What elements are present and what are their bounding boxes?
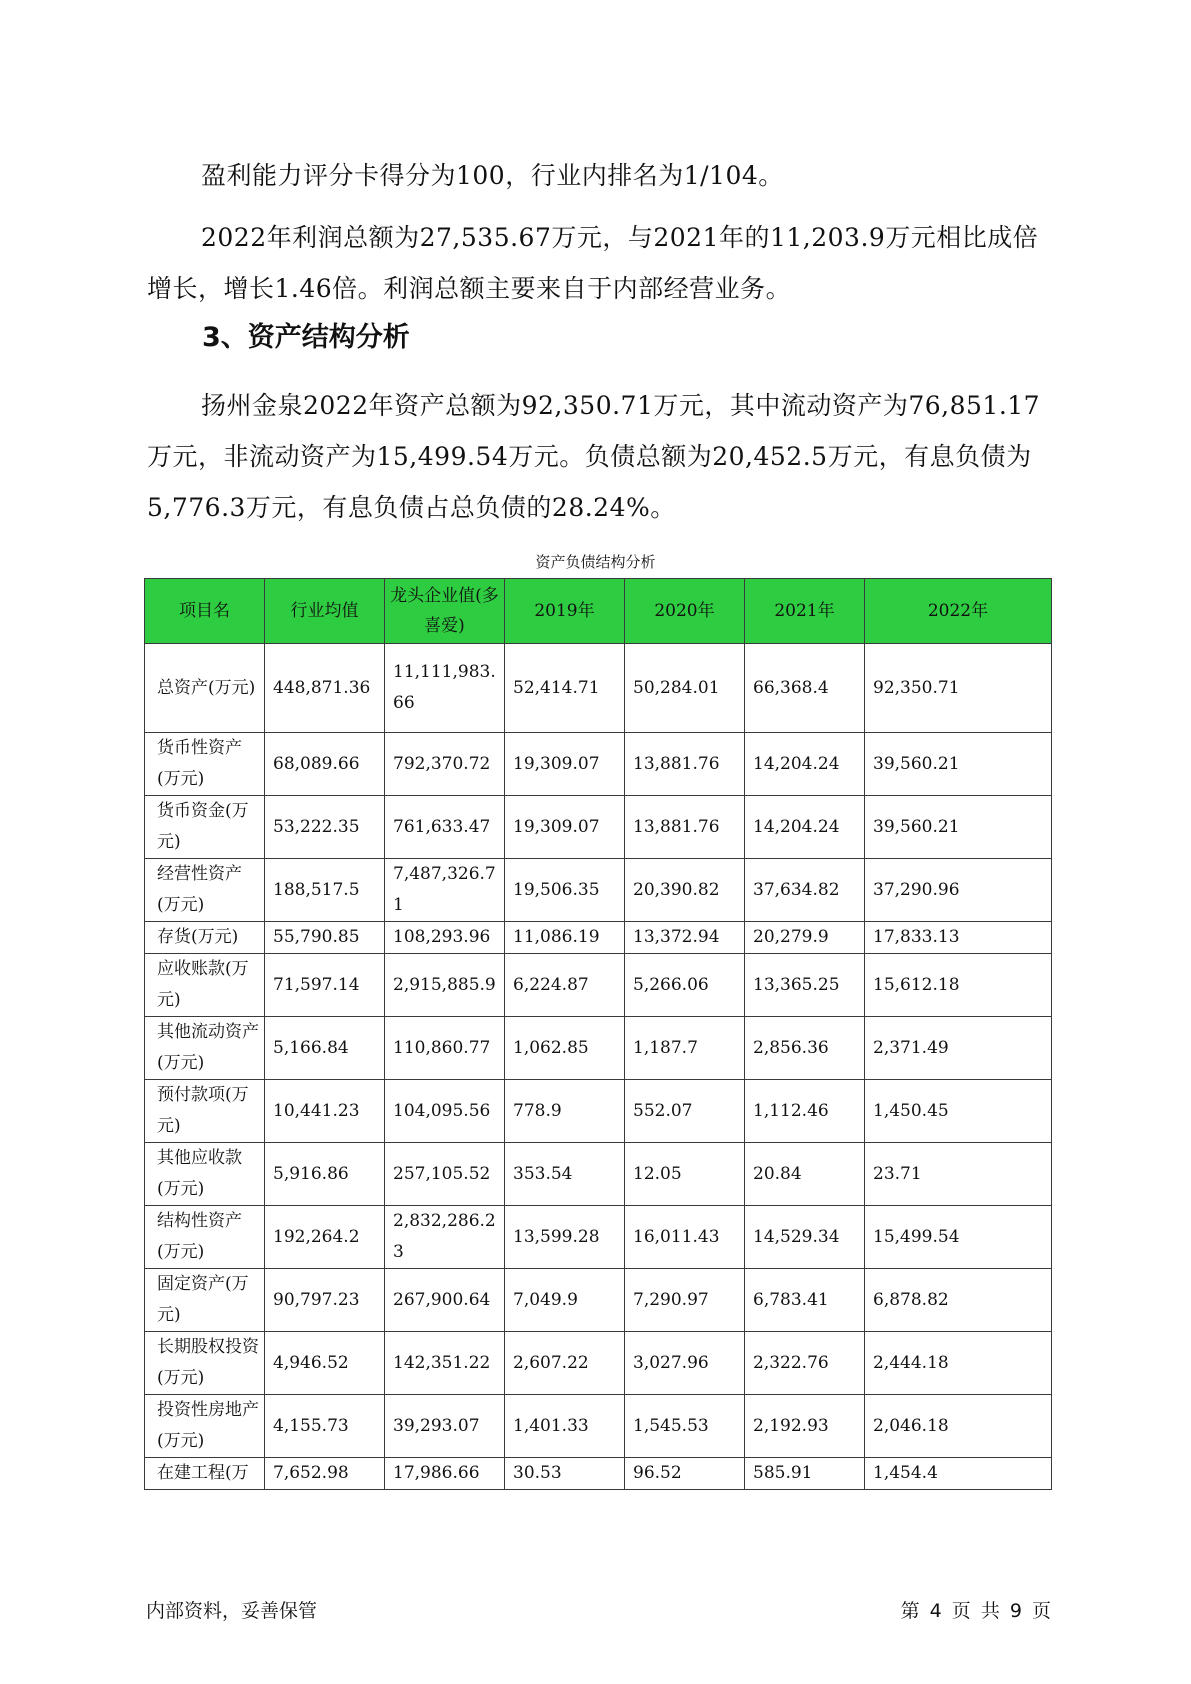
row-label-cell: 总资产(万元) [145, 644, 265, 733]
column-header: 项目名 [145, 579, 265, 644]
value-cell: 17,986.66 [385, 1458, 505, 1490]
value-cell: 192,264.2 [265, 1206, 385, 1269]
row-label-cell: 固定资产(万元) [145, 1269, 265, 1332]
row-label-cell: 经营性资产(万元) [145, 859, 265, 922]
value-cell: 20,390.82 [625, 859, 745, 922]
table-row [145, 1206, 1052, 1269]
page-number: 第 4 页 共 9 页 [900, 1600, 1051, 1622]
value-cell: 39,560.21 [865, 733, 1052, 796]
value-cell: 108,293.96 [385, 922, 505, 954]
value-cell: 14,204.24 [745, 733, 865, 796]
value-cell: 92,350.71 [865, 644, 1052, 733]
value-cell: 778.9 [505, 1080, 625, 1143]
value-cell: 19,309.07 [505, 796, 625, 859]
table-body [145, 644, 1052, 1490]
table-row [145, 1017, 1052, 1080]
value-cell: 96.52 [625, 1458, 745, 1490]
total-profit-paragraph [147, 212, 1052, 314]
row-label-cell: 货币资金(万元) [145, 796, 265, 859]
value-cell: 110,860.77 [385, 1017, 505, 1080]
value-cell: 11,086.19 [505, 922, 625, 954]
value-cell: 15,499.54 [865, 1206, 1052, 1269]
value-cell: 7,652.98 [265, 1458, 385, 1490]
value-cell: 39,560.21 [865, 796, 1052, 859]
value-cell: 6,224.87 [505, 954, 625, 1017]
row-label-cell: 其他流动资产(万元) [145, 1017, 265, 1080]
value-cell: 13,372.94 [625, 922, 745, 954]
confidential-notice: 内部资料，妥善保管 [146, 1600, 318, 1622]
value-cell: 188,517.5 [265, 859, 385, 922]
value-cell: 68,089.66 [265, 733, 385, 796]
table-row [145, 796, 1052, 859]
value-cell: 17,833.13 [865, 922, 1052, 954]
asset-structure-heading: 3、资产结构分析 [202, 322, 410, 353]
table-row [145, 954, 1052, 1017]
table-header-row [145, 579, 1052, 644]
value-cell: 552.07 [625, 1080, 745, 1143]
value-cell: 12.05 [625, 1143, 745, 1206]
value-cell: 16,011.43 [625, 1206, 745, 1269]
value-cell: 1,545.53 [625, 1395, 745, 1458]
row-label-cell: 货币性资产(万元) [145, 733, 265, 796]
value-cell: 1,450.45 [865, 1080, 1052, 1143]
column-header: 2021年 [745, 579, 865, 644]
value-cell: 10,441.23 [265, 1080, 385, 1143]
value-cell: 267,900.64 [385, 1269, 505, 1332]
value-cell: 7,487,326.71 [385, 859, 505, 922]
value-cell: 52,414.71 [505, 644, 625, 733]
table-row [145, 1458, 1052, 1490]
row-label-cell: 应收账款(万元) [145, 954, 265, 1017]
value-cell: 20.84 [745, 1143, 865, 1206]
table-row [145, 1332, 1052, 1395]
value-cell: 1,062.85 [505, 1017, 625, 1080]
asset-summary-text: 扬州金泉2022年资产总额为92,350.71万元，其中流动资产为76,851.17万元，非流动资产为15,499.54万元。负债总额为20,452.5万元，有息负债为5,776.3万元，有息负债占总负债的28.24%。 [147, 391, 1041, 522]
value-cell: 37,290.96 [865, 859, 1052, 922]
column-header: 行业均值 [265, 579, 385, 644]
column-header: 2019年 [505, 579, 625, 644]
row-label-cell: 存货(万元) [145, 922, 265, 954]
value-cell: 14,529.34 [745, 1206, 865, 1269]
value-cell: 2,856.36 [745, 1017, 865, 1080]
row-label-cell: 长期股权投资(万元) [145, 1332, 265, 1395]
row-label-cell: 投资性房地产(万元) [145, 1395, 265, 1458]
profitability-score-paragraph [147, 150, 1052, 201]
value-cell: 2,607.22 [505, 1332, 625, 1395]
value-cell: 30.53 [505, 1458, 625, 1490]
column-header: 2020年 [625, 579, 745, 644]
value-cell: 585.91 [745, 1458, 865, 1490]
column-header: 龙头企业值(多喜爱) [385, 579, 505, 644]
asset-summary-paragraph [147, 380, 1052, 533]
profitability-score-text: 盈利能力评分卡得分为100，行业内排名为1/104。 [201, 161, 784, 190]
table-row [145, 644, 1052, 733]
value-cell: 2,915,885.9 [385, 954, 505, 1017]
value-cell: 1,112.46 [745, 1080, 865, 1143]
value-cell: 1,401.33 [505, 1395, 625, 1458]
value-cell: 19,506.35 [505, 859, 625, 922]
value-cell: 7,290.97 [625, 1269, 745, 1332]
table-caption: 资产负债结构分析 [535, 553, 656, 571]
value-cell: 353.54 [505, 1143, 625, 1206]
table-row [145, 733, 1052, 796]
table-row [145, 1080, 1052, 1143]
value-cell: 20,279.9 [745, 922, 865, 954]
value-cell: 6,783.41 [745, 1269, 865, 1332]
value-cell: 4,946.52 [265, 1332, 385, 1395]
value-cell: 2,322.76 [745, 1332, 865, 1395]
value-cell: 2,046.18 [865, 1395, 1052, 1458]
column-header: 2022年 [865, 579, 1052, 644]
value-cell: 15,612.18 [865, 954, 1052, 1017]
value-cell: 19,309.07 [505, 733, 625, 796]
value-cell: 39,293.07 [385, 1395, 505, 1458]
value-cell: 13,881.76 [625, 796, 745, 859]
value-cell: 23.71 [865, 1143, 1052, 1206]
value-cell: 6,878.82 [865, 1269, 1052, 1332]
value-cell: 142,351.22 [385, 1332, 505, 1395]
value-cell: 37,634.82 [745, 859, 865, 922]
value-cell: 5,266.06 [625, 954, 745, 1017]
value-cell: 1,454.4 [865, 1458, 1052, 1490]
value-cell: 13,881.76 [625, 733, 745, 796]
table-row [145, 1269, 1052, 1332]
value-cell: 104,095.56 [385, 1080, 505, 1143]
value-cell: 257,105.52 [385, 1143, 505, 1206]
asset-liability-table [144, 578, 1052, 1490]
value-cell: 71,597.14 [265, 954, 385, 1017]
total-profit-text: 2022年利润总额为27,535.67万元，与2021年的11,203.9万元相比成倍增长，增长1.46倍。利润总额主要来自于内部经营业务。 [147, 223, 1039, 303]
value-cell: 1,187.7 [625, 1017, 745, 1080]
value-cell: 2,444.18 [865, 1332, 1052, 1395]
value-cell: 90,797.23 [265, 1269, 385, 1332]
value-cell: 55,790.85 [265, 922, 385, 954]
value-cell: 448,871.36 [265, 644, 385, 733]
table-row [145, 1143, 1052, 1206]
value-cell: 3,027.96 [625, 1332, 745, 1395]
value-cell: 2,371.49 [865, 1017, 1052, 1080]
value-cell: 66,368.4 [745, 644, 865, 733]
value-cell: 53,222.35 [265, 796, 385, 859]
row-label-cell: 其他应收款(万元) [145, 1143, 265, 1206]
value-cell: 13,599.28 [505, 1206, 625, 1269]
value-cell: 4,155.73 [265, 1395, 385, 1458]
value-cell: 2,192.93 [745, 1395, 865, 1458]
table-row [145, 859, 1052, 922]
table-row [145, 922, 1052, 954]
row-label-cell: 预付款项(万元) [145, 1080, 265, 1143]
value-cell: 792,370.72 [385, 733, 505, 796]
row-label-cell: 结构性资产(万元) [145, 1206, 265, 1269]
value-cell: 761,633.47 [385, 796, 505, 859]
table-header [145, 579, 1052, 644]
value-cell: 7,049.9 [505, 1269, 625, 1332]
value-cell: 2,832,286.23 [385, 1206, 505, 1269]
value-cell: 11,111,983.66 [385, 644, 505, 733]
table-row [145, 1395, 1052, 1458]
value-cell: 50,284.01 [625, 644, 745, 733]
value-cell: 13,365.25 [745, 954, 865, 1017]
value-cell: 14,204.24 [745, 796, 865, 859]
value-cell: 5,166.84 [265, 1017, 385, 1080]
value-cell: 5,916.86 [265, 1143, 385, 1206]
row-label-cell: 在建工程(万 [145, 1458, 265, 1490]
